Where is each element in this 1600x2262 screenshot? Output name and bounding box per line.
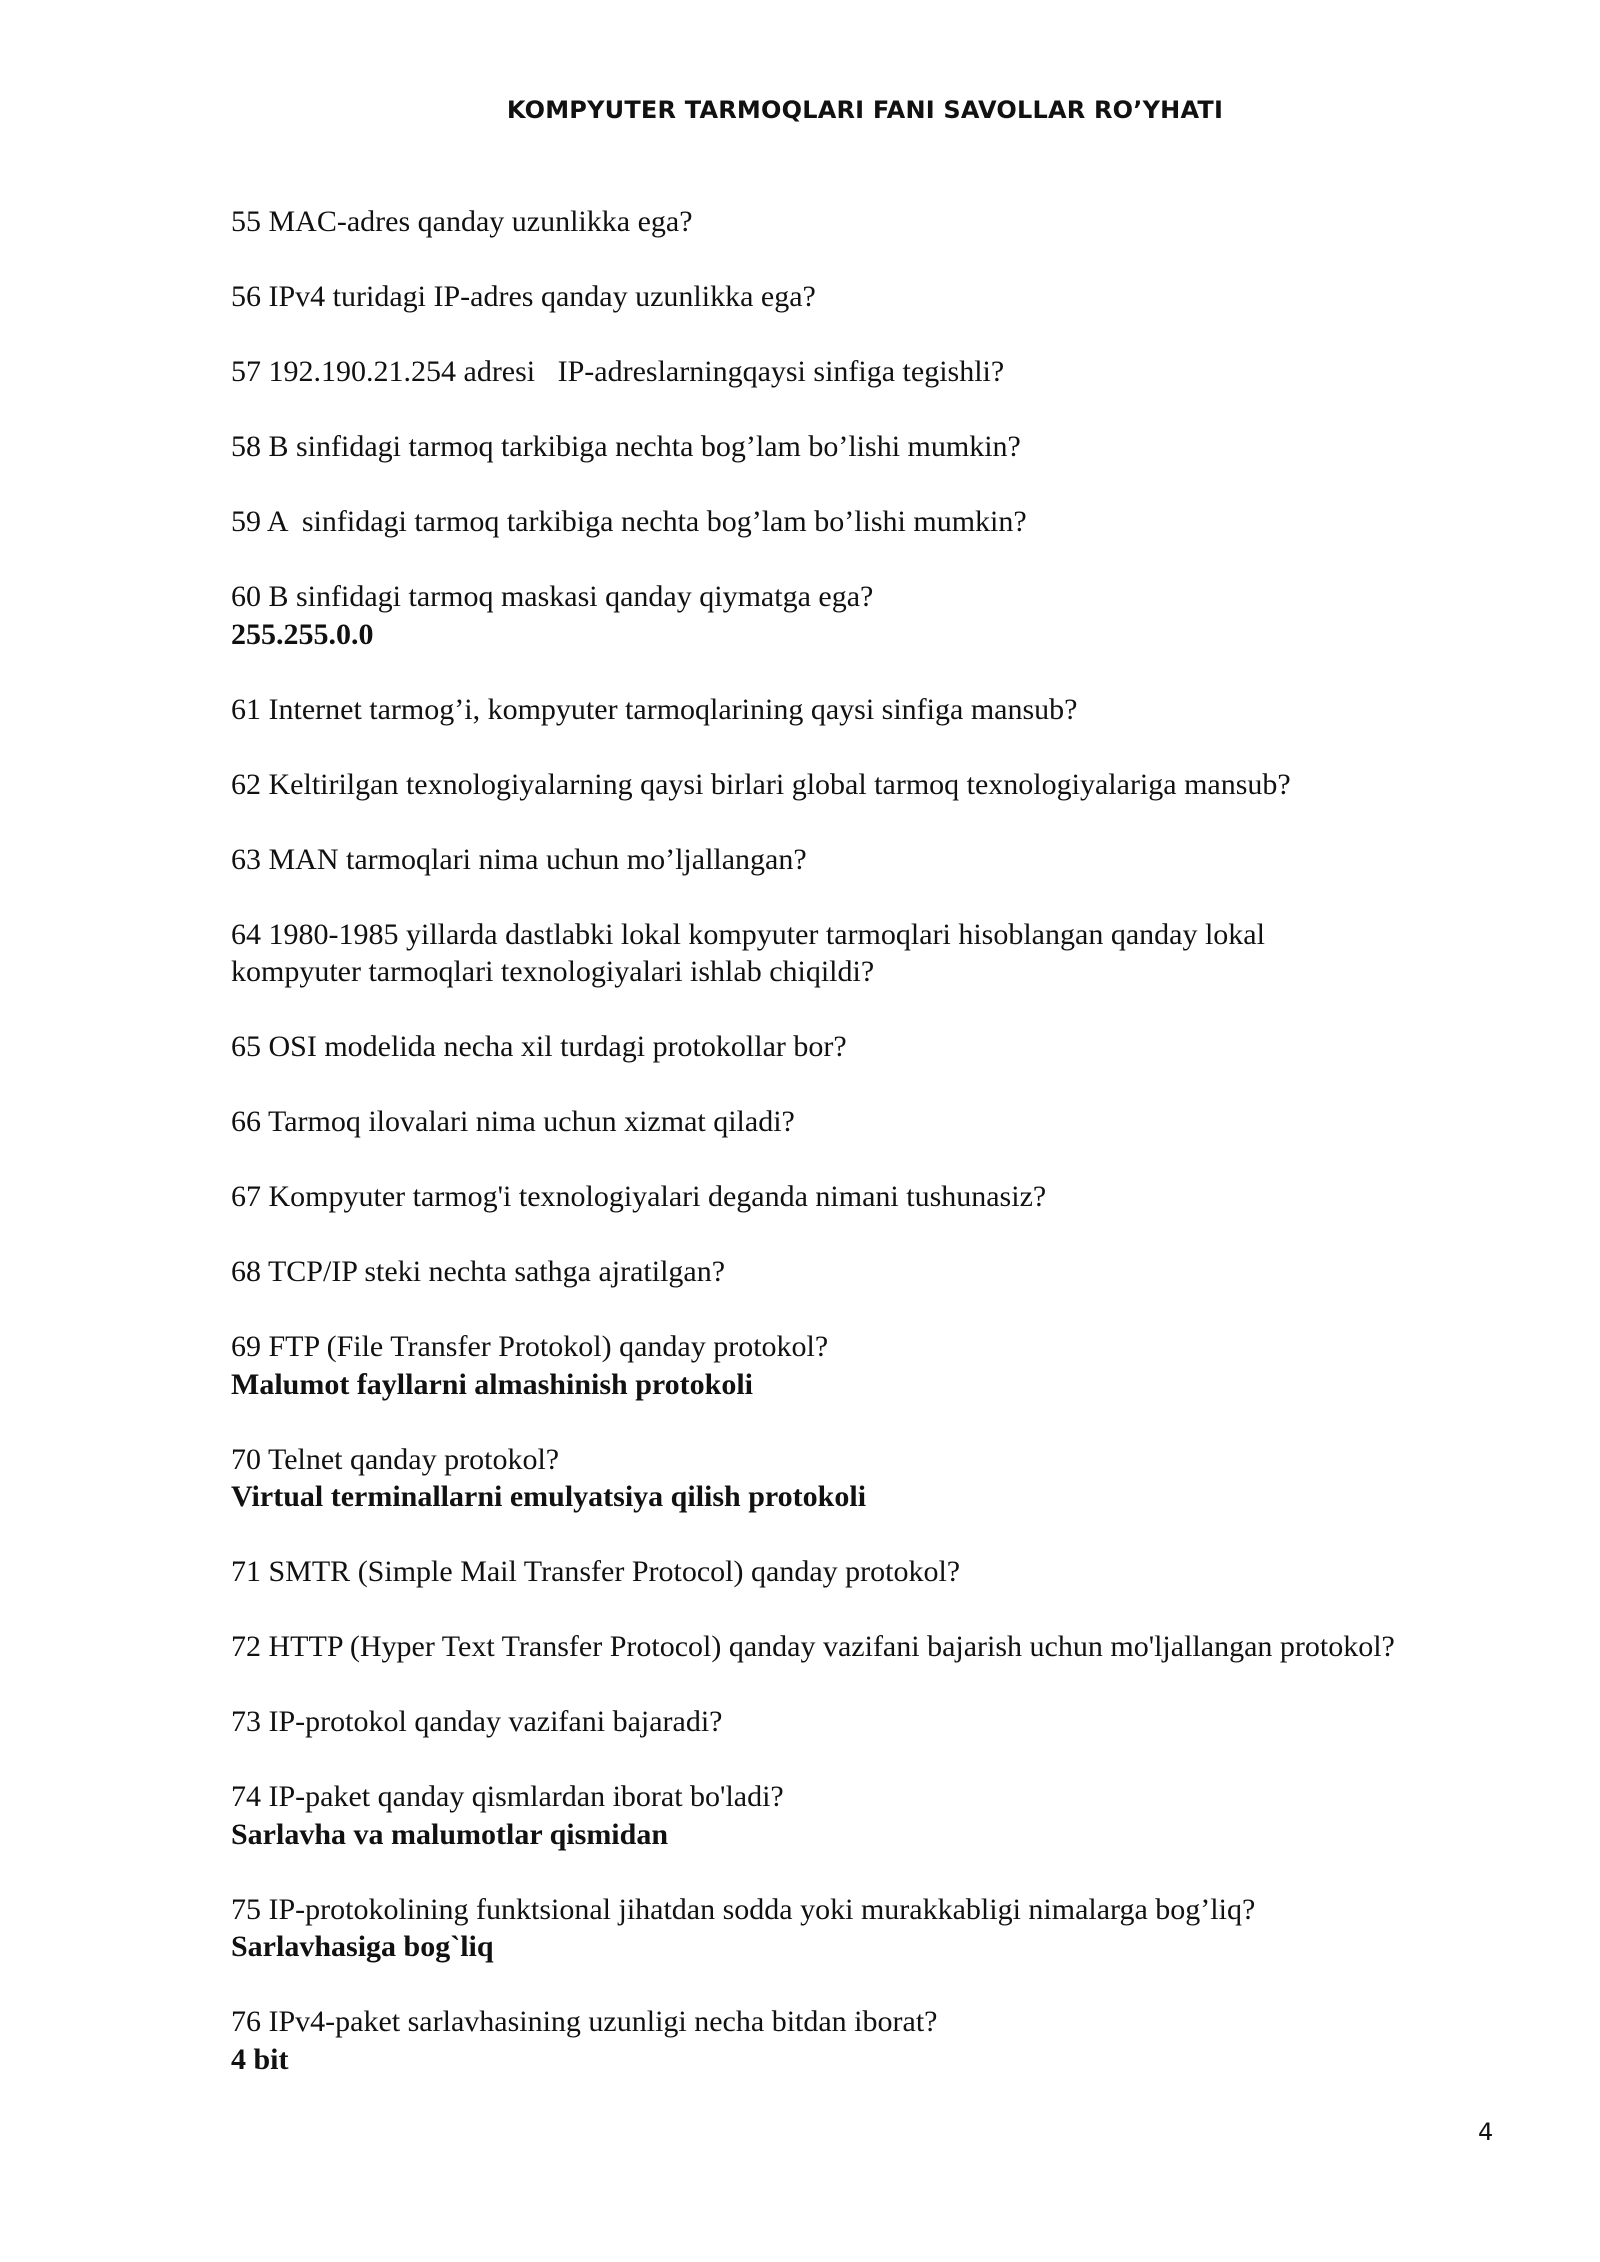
question-item bbox=[231, 2003, 1561, 2078]
question-text: 72 HTTP (Hyper Text Transfer Protocol) qanday vazifani bajarish uchun mo'ljallangan protokol? bbox=[231, 1630, 1395, 1663]
question-item bbox=[231, 1253, 1561, 1291]
question-text: 70 Telnet qanday protokol? bbox=[231, 1442, 560, 1476]
question-text: 57 192.190.21.254 adresi IP-adreslarningqaysi sinfiga tegishli? bbox=[231, 355, 1005, 388]
question-item bbox=[231, 278, 1561, 316]
question-item bbox=[231, 916, 1561, 991]
question-text: 59 A sinfidagi tarmoq tarkibiga nechta bog’lam bo’lishi mumkin? bbox=[231, 505, 1027, 538]
question-item bbox=[231, 503, 1561, 541]
question-item bbox=[231, 841, 1561, 879]
question-text: 65 OSI modelida necha xil turdagi protokollar bor? bbox=[231, 1030, 847, 1063]
question-item bbox=[231, 1703, 1561, 1741]
question-text: 68 TCP/IP steki nechta sathga ajratilgan? bbox=[231, 1255, 726, 1288]
question-list bbox=[231, 203, 1561, 2116]
question-text: 66 Tarmoq ilovalari nima uchun xizmat qiladi? bbox=[231, 1105, 795, 1138]
page-number: 4 bbox=[1478, 2118, 1494, 2146]
answer-text: Malumot fayllarni almashinish protokoli bbox=[231, 1367, 754, 1401]
question-text: 55 MAC-adres qanday uzunlikka ega? bbox=[231, 205, 693, 238]
page-header-title: KOMPYUTER TARMOQLARI FANI SAVOLLAR RO’YHATI bbox=[506, 96, 1224, 124]
question-item bbox=[231, 1778, 1561, 1853]
question-item bbox=[231, 1553, 1561, 1591]
question-text: 67 Kompyuter tarmog'i texnologiyalari deganda nimani tushunasiz? bbox=[231, 1180, 1047, 1213]
question-text: 76 IPv4-paket sarlavhasining uzunligi necha bitdan iborat? bbox=[231, 2005, 938, 2038]
question-item bbox=[231, 1328, 1561, 1403]
question-text: 74 IP-paket qanday qismlardan iborat bo'ladi? bbox=[231, 1780, 784, 1813]
question-text: 62 Keltirilgan texnologiyalarning qaysi birlari global tarmoq texnologiyalariga mansub? bbox=[231, 767, 1291, 801]
answer-text: Virtual terminallarni emulyatsiya qilish protokoli bbox=[231, 1480, 867, 1513]
question-item bbox=[231, 1441, 1561, 1516]
question-item bbox=[231, 766, 1561, 804]
question-text: 56 IPv4 turidagi IP-adres qanday uzunlikka ega? bbox=[231, 280, 816, 313]
question-item bbox=[231, 1103, 1561, 1141]
question-item bbox=[231, 1178, 1561, 1216]
question-text: 58 B sinfidagi tarmoq tarkibiga nechta bog’lam bo’lishi mumkin? bbox=[231, 430, 1021, 463]
question-item bbox=[231, 1891, 1561, 1966]
answer-text: Sarlavhasiga bog`liq bbox=[231, 1930, 494, 1963]
question-text: 63 MAN tarmoqlari nima uchun mo’ljallangan? bbox=[231, 842, 807, 876]
question-item bbox=[231, 203, 1561, 241]
question-text: 60 B sinfidagi tarmoq maskasi qanday qiymatga ega? bbox=[231, 580, 874, 613]
question-item bbox=[231, 1628, 1561, 1666]
question-item bbox=[231, 428, 1561, 466]
question-text: 75 IP-protokolining funktsional jihatdan sodda yoki murakkabligi nimalarga bog’liq? bbox=[231, 1892, 1256, 1926]
question-text: 71 SMTR (Simple Mail Transfer Protocol) qanday protokol? bbox=[231, 1555, 961, 1588]
question-item bbox=[231, 1028, 1561, 1066]
question-text: 64 1980-1985 yillarda dastlabki lokal kompyuter tarmoqlari hisoblangan qanday lokal kompyuter tarmoqlari texnologiyalari ishlab chiqildi? bbox=[231, 917, 1273, 988]
question-item bbox=[231, 578, 1561, 653]
question-item bbox=[231, 691, 1561, 729]
answer-text: Sarlavha va malumotlar qismidan bbox=[231, 1817, 669, 1851]
answer-text: 255.255.0.0 bbox=[231, 617, 374, 651]
question-text: 73 IP-protokol qanday vazifani bajaradi? bbox=[231, 1705, 723, 1738]
question-text: 69 FTP (File Transfer Protokol) qanday protokol? bbox=[231, 1330, 829, 1363]
question-item bbox=[231, 353, 1561, 391]
answer-text: 4 bit bbox=[231, 2042, 289, 2076]
question-text: 61 Internet tarmog’i, kompyuter tarmoqlarining qaysi sinfiga mansub? bbox=[231, 692, 1078, 726]
